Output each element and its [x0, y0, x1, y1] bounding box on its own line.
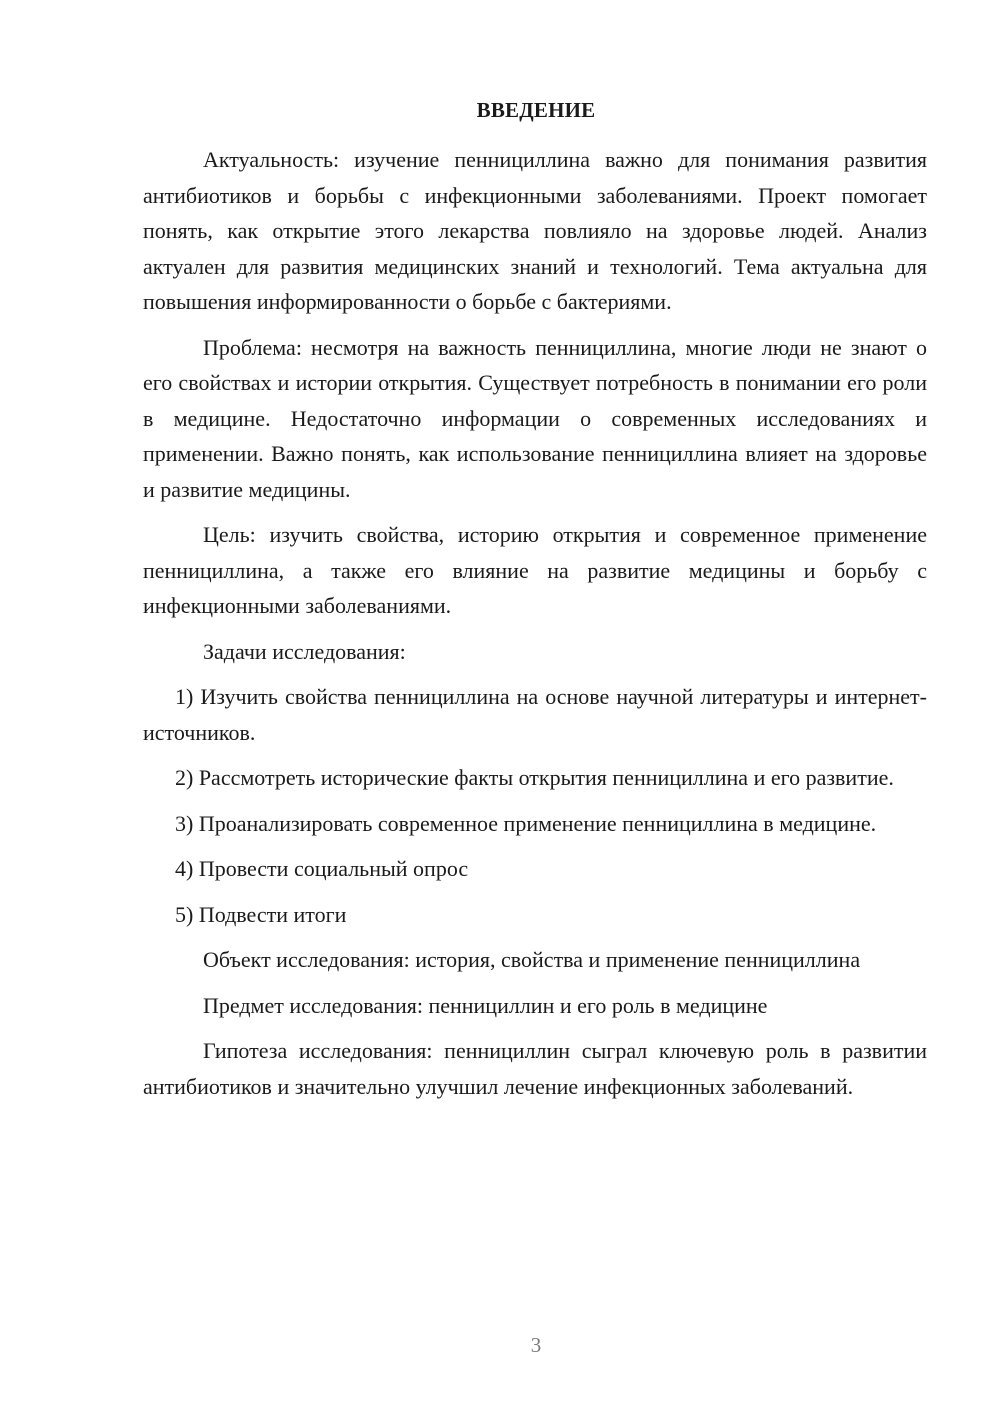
goal-paragraph: Цель: изучить свойства, историю открытия и современное применение пеннициллина, а также его влияние на развитие медицины и борьбу с инфекционными заболеваниями.: [143, 522, 927, 618]
page-title: ВВЕДЕНИЕ: [476, 98, 596, 122]
tasks-heading: Задачи исследования:: [203, 638, 406, 664]
document-body: [143, 142, 927, 1114]
page-number: 3: [530, 1333, 542, 1357]
subject-paragraph: Предмет исследования: пеннициллин и его роль в медицине: [203, 992, 768, 1018]
task-item-3: 3) Проанализировать современное применение пеннициллина в медицине.: [175, 810, 877, 836]
relevance-paragraph: Актуальность: изучение пеннициллина важно для понимания развития антибиотиков и борьбы с инфекционными заболеваниями. Проект помогает понять, как открытие этого лекарства повлияло на здоровье людей. Анализ актуален для развития медицинских знаний и технологий. Тема актуальна для повышения информированности о борьбе с бактериями.: [143, 147, 927, 314]
task-item-1: 1) Изучить свойства пеннициллина на основе научной литературы и интернет-источников.: [143, 684, 927, 745]
problem-paragraph: Проблема: несмотря на важность пеннициллина, многие люди не знают о его свойствах и истории открытия. Существует потребность в понимании его роли в медицине. Недостаточно информации о современных исследованиях и применении. Важно понять, как использование пеннициллина влияет на здоровье и развитие медицины.: [143, 334, 927, 502]
object-paragraph: Объект исследования: история, свойства и применение пеннициллина: [203, 947, 861, 972]
task-item-2: 2) Рассмотреть исторические факты открытия пеннициллина и его развитие.: [175, 765, 894, 790]
task-item-5: 5) Подвести итоги: [175, 901, 347, 927]
task-item-4: 4) Провести социальный опрос: [175, 856, 469, 881]
hypothesis-paragraph: Гипотеза исследования: пеннициллин сыграл ключевую роль в развитии антибиотиков и значительно улучшил лечение инфекционных заболеваний.: [143, 1038, 927, 1099]
